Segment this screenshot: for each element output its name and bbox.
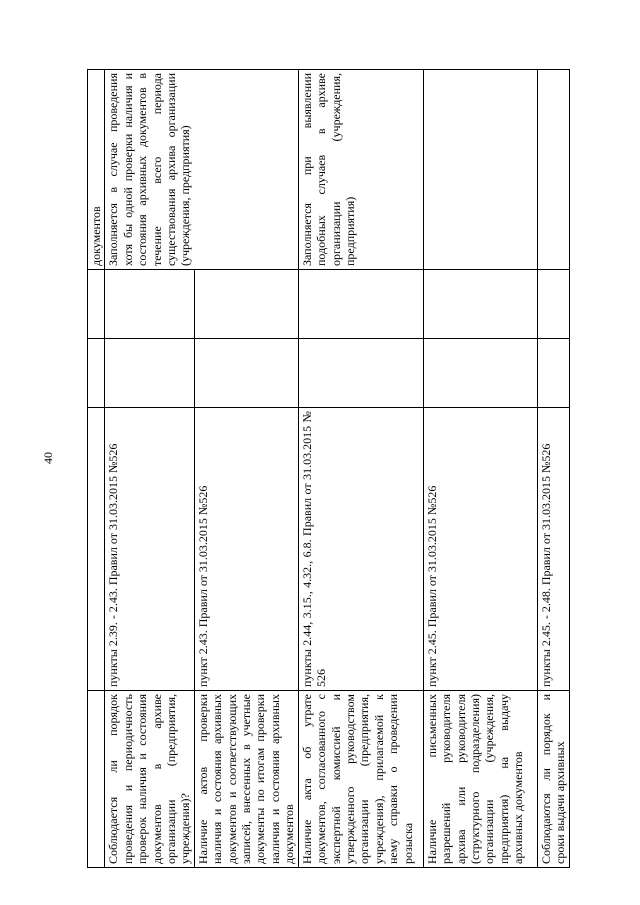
cell-question: Наличие актов проверки наличия и состояния архивных документов и соответствующих записей, внесенных в учетные документы по итогам проверки наличия и состояния архивных документов <box>194 691 298 868</box>
table-row <box>537 70 569 868</box>
cell-c4 <box>194 270 298 339</box>
cell-basis: пункты 2.39. - 2.43. Правил от 31.03.2015 №526 <box>105 408 194 691</box>
cell-note: Заполняется в случае проведения хотя бы одной проверки наличия и состояния архивных документов в течение всего периода существования архива организации (учреждения, предприятия) <box>105 70 298 270</box>
cell-c3 <box>537 339 569 408</box>
cell-c3 <box>194 339 298 408</box>
cont-cell-note: документов <box>88 70 105 270</box>
table-row <box>298 70 423 868</box>
table-row <box>105 70 194 868</box>
cell-note: Заполняется при выявлении подобных случаев в архиве организации (учреждения, предприятия) <box>298 70 423 270</box>
rotated-table-wrapper <box>87 70 568 868</box>
cont-cell-c3 <box>88 339 105 408</box>
cell-c3 <box>423 339 537 408</box>
cell-c4 <box>537 270 569 339</box>
cell-basis: пункт 2.45. Правил от 31.03.2015 №526 <box>423 408 537 691</box>
table-row <box>423 70 537 868</box>
page-number: 40 <box>41 452 55 464</box>
cell-question: Наличие письменных разрешений руководителя архива или руководителя (структурного подразделения) организации (учреждения, предприятия) на выдачу архивных документов <box>423 691 537 868</box>
cell-c4 <box>105 270 194 339</box>
checklist-table <box>87 69 570 868</box>
cell-c4 <box>298 270 423 339</box>
cell-question: Соблюдаются ли порядок и сроки выдачи архивных <box>537 691 569 868</box>
cont-cell-basis <box>88 408 105 691</box>
cell-c3 <box>105 339 194 408</box>
cell-question: Соблюдается ли порядок проведения и периодичность проверок наличия и состояния документов в архиве организации (предприятия, учреждения)? <box>105 691 194 868</box>
cell-basis: пункты 2.44, 3.15., 4.32., 6.8. Правил от 31.03.2015 № 526 <box>298 408 423 691</box>
cont-cell-question <box>88 691 105 868</box>
cell-c3 <box>298 339 423 408</box>
cell-note <box>423 70 537 270</box>
cont-cell-c4 <box>88 270 105 339</box>
cell-basis: пункты 2.45. - 2.48. Правил от 31.03.2015 №526 <box>537 408 569 691</box>
table-row-continued <box>88 70 105 868</box>
cell-note <box>537 70 569 270</box>
cell-basis: пункт 2.43. Правил от 31.03.2015 №526 <box>194 408 298 691</box>
cell-question: Наличие акта об утрате документов, согласованного с экспертной комиссией и утвержденного руководством организации (предприятия, учреждения), прилагаемой к нему справки о проведении розыска <box>298 691 423 868</box>
cell-c4 <box>423 270 537 339</box>
